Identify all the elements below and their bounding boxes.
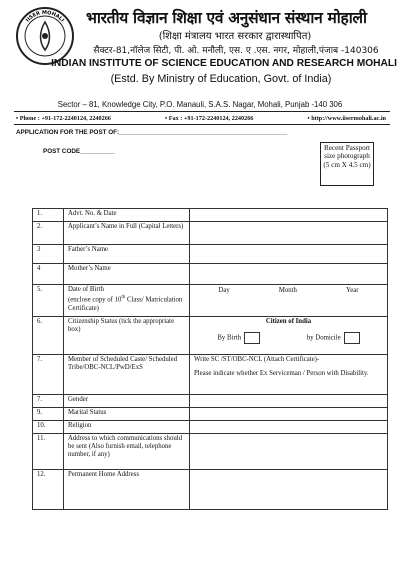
table-row [33, 245, 388, 264]
row-number: 10. [33, 421, 64, 434]
divider-top [14, 111, 390, 112]
hindi-subtitle: (शिक्षा मंत्रालय भारत सरकार द्वारास्थापित) [158, 31, 312, 42]
row-label: Applicant’s Name in Full (Capital Letters) [64, 222, 190, 245]
by-domicile-checkbox[interactable] [344, 332, 360, 344]
fax-text: • Fax : +91-172-2240124, 2240266 [165, 115, 254, 122]
category-note-2: Please indicate whether Ex Serviceman / Person with Disability. [194, 370, 369, 378]
dob-day-label: Day [218, 287, 230, 294]
row-number: 9. [33, 408, 64, 421]
marital-status-input[interactable] [190, 408, 388, 421]
table-row [33, 395, 388, 408]
father-name-input[interactable] [190, 245, 388, 264]
row-label: Father’s Name [64, 245, 190, 264]
communication-address-input[interactable] [190, 434, 388, 470]
post-code-field[interactable]: POST CODE__________ [43, 148, 116, 155]
row-label: Member of Scheduled Caste/ Scheduled Tribe/OBC-NCL/PwD/ExS [64, 355, 190, 395]
row-number: 11. [33, 434, 64, 470]
estd-line: (Estd. By Ministry of Education, Govt. of India) [110, 73, 332, 85]
row-label: Advt. No. & Date [64, 209, 190, 222]
table-row [33, 408, 388, 421]
gender-input[interactable] [190, 395, 388, 408]
row-label: Mother’s Name [64, 264, 190, 285]
row-label: Permanent Home Address [64, 470, 190, 510]
row-number: 5. [33, 285, 64, 317]
row-number: 3 [33, 245, 64, 264]
table-row [33, 285, 388, 317]
row-label: Religion [64, 421, 190, 434]
contact-line [16, 115, 386, 122]
table-row [33, 355, 388, 395]
divider-bottom [14, 124, 390, 125]
row-label: Date of Birth (enclose copy of 10th Class/ Matriculation Certificate) [64, 285, 190, 317]
table-row [33, 209, 388, 222]
row-label: Citizenship Status (tick the appropriate box) [64, 317, 190, 355]
logo-text: IISER MOHALI [24, 9, 66, 24]
category-note-1: Write SC /ST/OBC-NCL (Attach Certificate)- [194, 356, 320, 363]
row-number: 6. [33, 317, 64, 355]
by-birth-checkbox[interactable] [244, 332, 260, 344]
address-line: Sector – 81, Knowledge City, P.O. Manauli, S.A.S. Nagar, Mohali, Punjab -140 306 [57, 100, 343, 109]
hindi-title: भारतीय विज्ञान शिक्षा एवं अनुसंधान संस्थान मोहाली [86, 9, 367, 27]
row-label: Gender [64, 395, 190, 408]
dob-year-label: Year [345, 287, 359, 294]
advt-input[interactable] [190, 209, 388, 222]
religion-input[interactable] [190, 421, 388, 434]
application-form-table [32, 208, 388, 510]
table-row [33, 222, 388, 245]
dob-input[interactable] [190, 285, 388, 317]
name-input[interactable] [190, 222, 388, 245]
website-text: • http://www.iisermohali.ac.in [307, 115, 386, 122]
row-number: 2. [33, 222, 64, 245]
row-number: 4 [33, 264, 64, 285]
row-number: 12. [33, 470, 64, 510]
application-post-field[interactable]: APPLICATION FOR THE POST OF:________________________________________________ [16, 129, 288, 136]
table-row [33, 421, 388, 434]
english-title: INDIAN INSTITUTE OF SCIENCE EDUCATION AND RESEARCH MOHALI [51, 58, 397, 69]
row-number: 7. [33, 355, 64, 395]
mother-name-input[interactable] [190, 264, 388, 285]
row-label: Address to which communications should be sent (Also furnish email, telephone number, if any) [64, 434, 190, 470]
citizenship-cell [190, 317, 388, 355]
photo-box[interactable]: Recent Passport size photograph (5 cm X 4.5 cm) [320, 142, 374, 186]
by-birth-label: By Birth [217, 334, 241, 342]
row-label: Marital Status [64, 408, 190, 421]
table-row [33, 434, 388, 470]
table-row [33, 470, 388, 510]
row-number: 1. [33, 209, 64, 222]
permanent-address-input[interactable] [190, 470, 388, 510]
dob-month-label: Month [278, 287, 297, 294]
table-row [33, 264, 388, 285]
table-row [33, 317, 388, 355]
phone-text: • Phone : +91-172-2240124, 2240266 [16, 115, 111, 122]
category-input[interactable] [190, 355, 388, 395]
row-number: 7. [33, 395, 64, 408]
hindi-address: सैक्टर-81,नॉलेज सिटी, पी. ओ. मनौली, एस. ए .एस. नगर, मोहाली,पंजाब -140306 [93, 46, 379, 56]
citizen-heading: Citizen of India [265, 318, 312, 325]
by-domicile-label: by Domicile [306, 334, 341, 342]
